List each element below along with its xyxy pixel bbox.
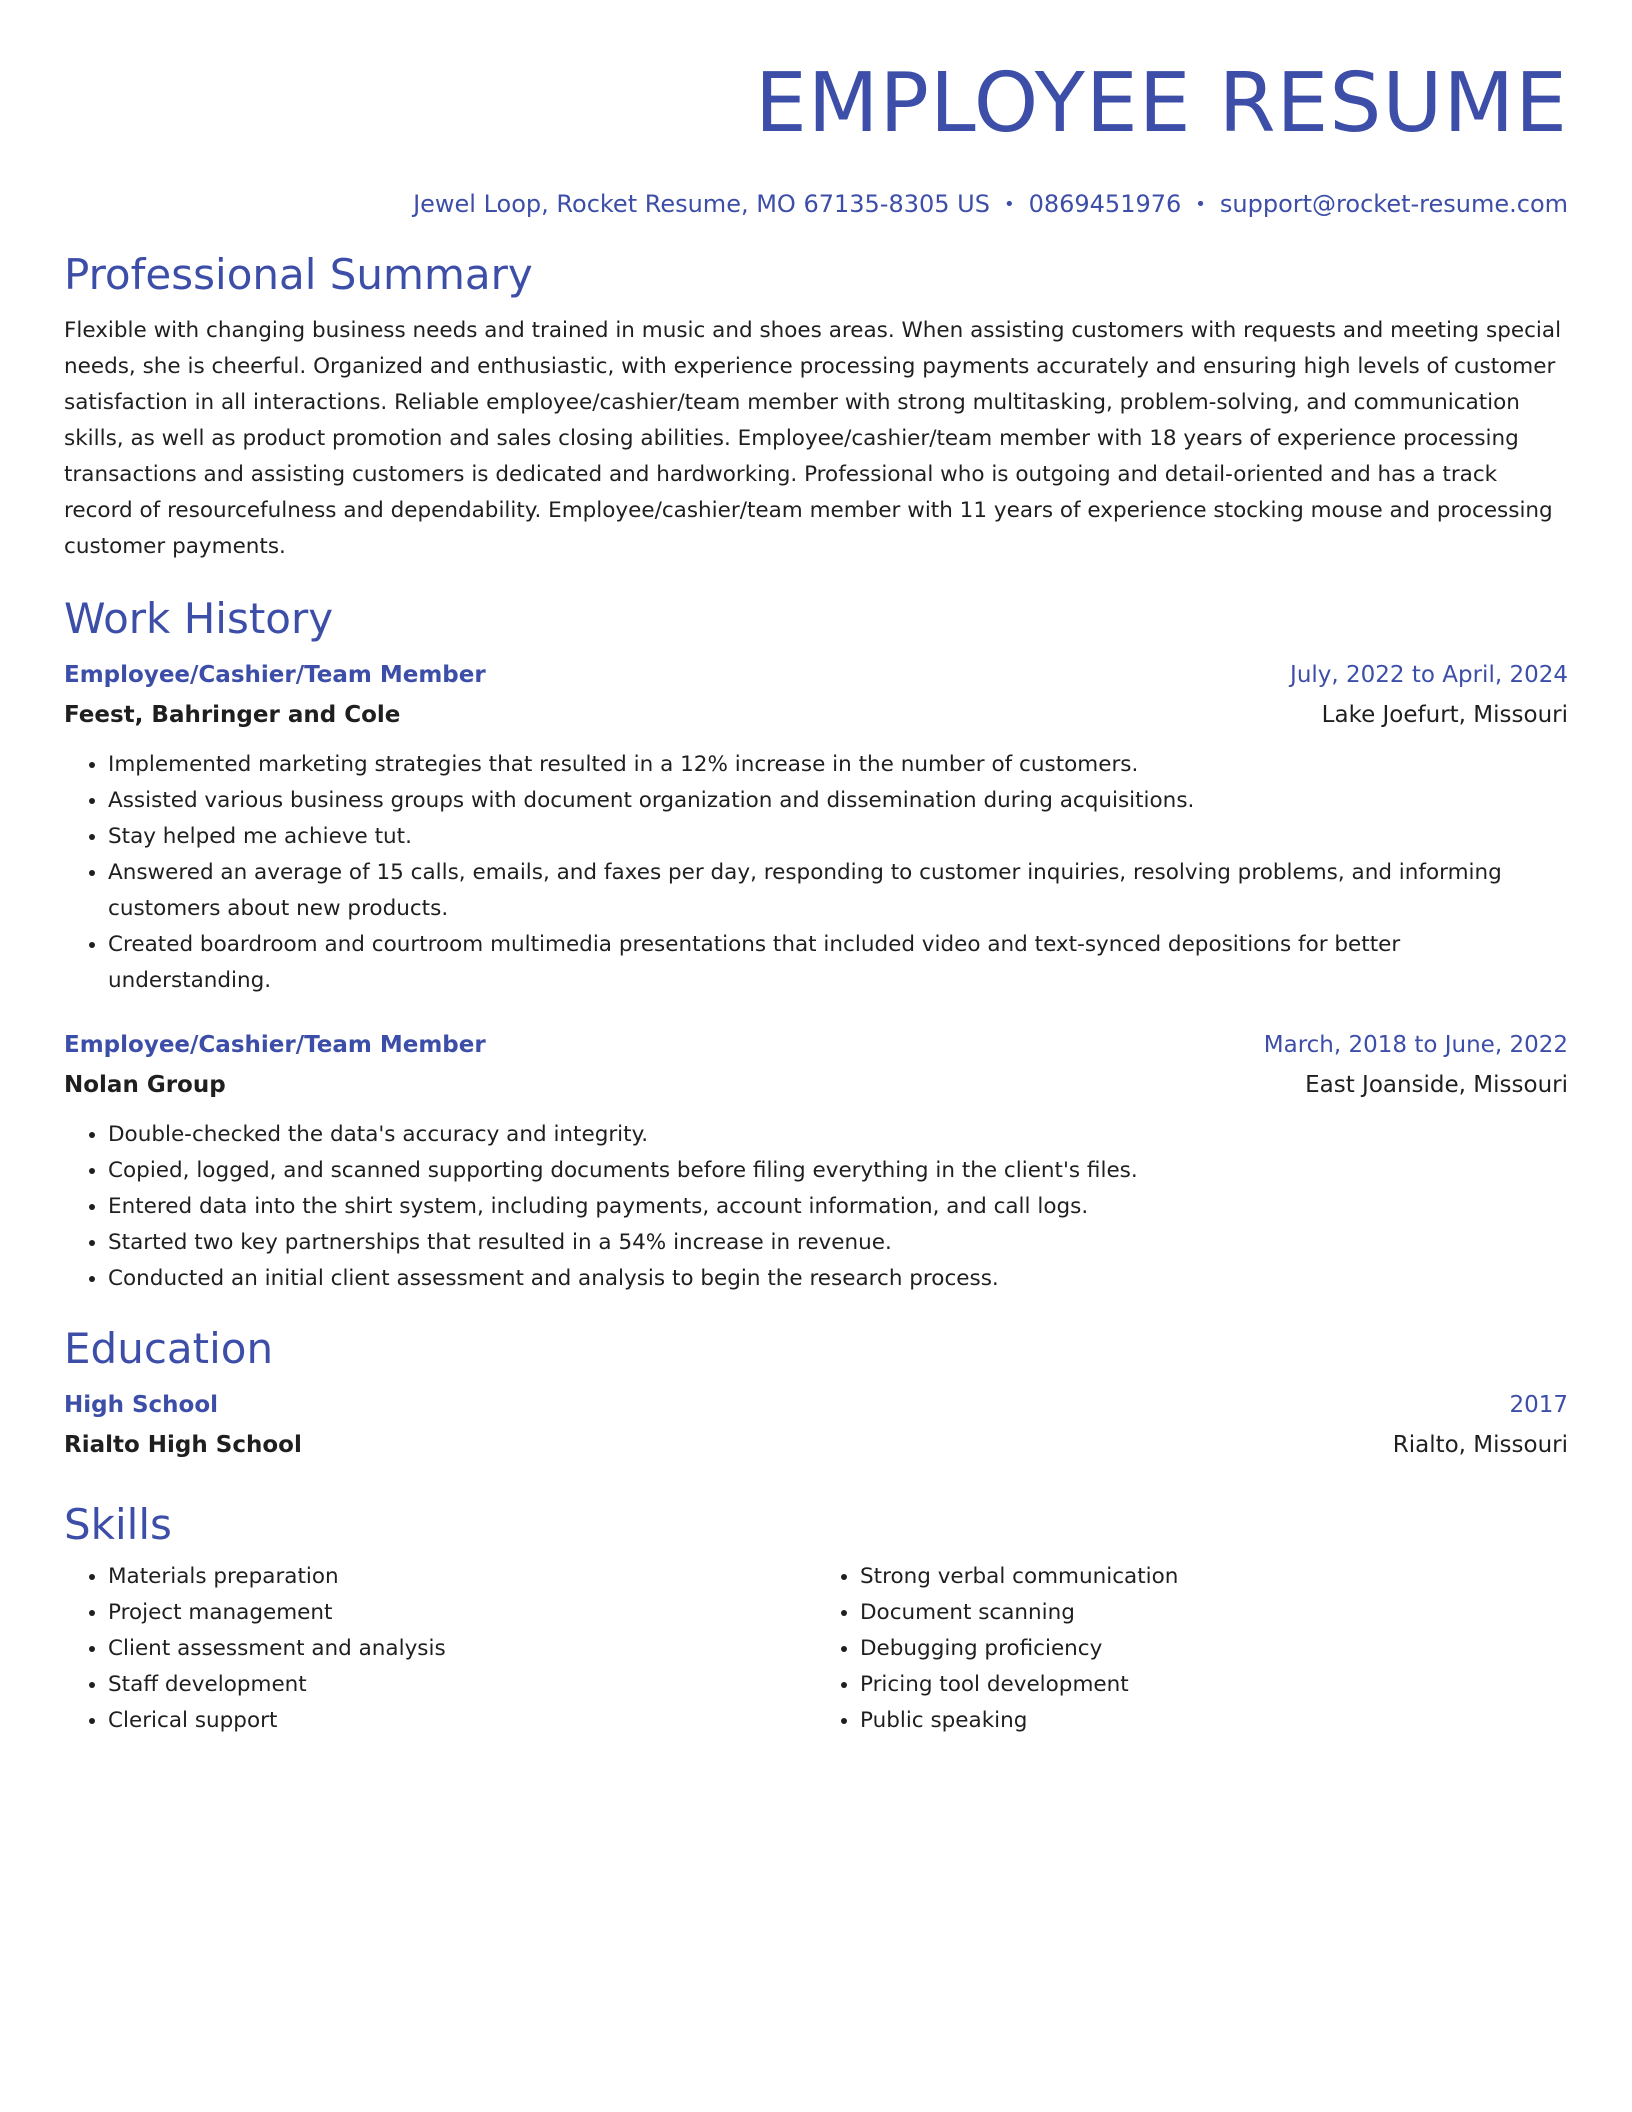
education-location: Rialto, Missouri: [1392, 1432, 1568, 1458]
job-location: Lake Joefurt, Missouri: [1321, 702, 1568, 728]
job-bullet: • Assisted various business groups with document organization and dissemination during acquisitions.: [108, 783, 1568, 819]
job-company-row: [64, 695, 1568, 735]
job-title: Employee/Cashier/Team Member: [64, 662, 486, 688]
job-bullet: • Created boardroom and courtroom multimedia presentations that included video and text-synced depositions for better understanding.: [108, 927, 1568, 999]
professional-summary-section: [64, 249, 1568, 565]
job-header-row: [64, 655, 1568, 695]
job-bullet: • Answered an average of 15 calls, emails, and faxes per day, responding to customer inquiries, resolving problems, and informing customers about new products.: [108, 855, 1568, 927]
contact-address: Jewel Loop, Rocket Resume, MO 67135-8305 US: [413, 190, 990, 218]
job-dates: July, 2022 to April, 2024: [1290, 662, 1568, 688]
job-dates: March, 2018 to June, 2022: [1263, 1032, 1568, 1058]
education-year: 2017: [1509, 1392, 1568, 1418]
job-bullet: • Conducted an initial client assessment and analysis to begin the research process.: [108, 1261, 1568, 1297]
summary-heading: Professional Summary: [64, 250, 533, 299]
job-bullet-list: [64, 747, 1568, 999]
job-bullet-list: [64, 1117, 1568, 1297]
job-title: Employee/Cashier/Team Member: [64, 1032, 486, 1058]
job-location: East Joanside, Missouri: [1305, 1072, 1568, 1098]
skills-grid: [64, 1559, 1568, 1739]
skill-item: • Pricing tool development: [860, 1667, 1568, 1703]
job-bullet: • Stay helped me achieve tut.: [108, 819, 1568, 855]
skills-section: [64, 1499, 1568, 1739]
education-school: Rialto High School: [64, 1432, 302, 1458]
contact-phone: 0869451976: [1028, 190, 1182, 218]
contact-line: [64, 188, 1568, 221]
contact-separator: •: [1195, 194, 1206, 215]
job-bullet: • Started two key partnerships that resulted in a 54% increase in revenue.: [108, 1225, 1568, 1261]
contact-separator: •: [1003, 194, 1015, 215]
summary-text: Flexible with changing business needs and trained in music and shoes areas. When assisting customers with requests and meeting special needs, she is cheerful. Organized and enthusiastic, with experience processing payments accurately and ensuring high levels of customer satisfaction in all interactions. Reliable employee/cashier/team member with strong multitasking, problem-solving, and communication skills, as well as product promotion and sales closing abilities. Employee/cashier/team member with 18 years of experience processing transactions and assisting customers is dedicated and hardworking. Professional who is outgoing and detail-oriented and has a track record of resourcefulness and dependability. Employee/cashier/team member with 11 years of experience stocking mouse and processing customer payments.: [64, 318, 1562, 559]
job-header-row: [64, 1025, 1568, 1065]
resume-title: EMPLOYEE RESUME: [754, 56, 1568, 151]
contact-email[interactable]: support@rocket-resume.com: [1219, 190, 1568, 218]
skill-item: • Staff development: [108, 1667, 816, 1703]
skill-item: • Document scanning: [860, 1595, 1568, 1631]
work-history-section: [64, 593, 1568, 1297]
skill-item: • Project management: [108, 1595, 816, 1631]
skills-heading: Skills: [64, 1500, 172, 1549]
education-heading: Education: [64, 1324, 274, 1373]
education-section: [64, 1323, 1568, 1465]
skills-column-left: [64, 1559, 816, 1739]
skill-item: • Client assessment and analysis: [108, 1631, 816, 1667]
job-bullet: • Copied, logged, and scanned supporting documents before filing everything in the client's files.: [108, 1153, 1568, 1189]
skill-item: • Materials preparation: [108, 1559, 816, 1595]
skills-list-right: [816, 1559, 1568, 1739]
skill-item: • Debugging proficiency: [860, 1631, 1568, 1667]
skill-item: • Strong verbal communication: [860, 1559, 1568, 1595]
skill-item: • Clerical support: [108, 1703, 816, 1739]
job-company: Nolan Group: [64, 1072, 226, 1098]
job-bullet: • Implemented marketing strategies that resulted in a 12% increase in the number of customers.: [108, 747, 1568, 783]
education-degree: High School: [64, 1392, 219, 1418]
education-school-row: [64, 1425, 1568, 1465]
work-history-heading: Work History: [64, 594, 334, 643]
job-company: Feest, Bahringer and Cole: [64, 702, 401, 728]
job-entry: [64, 655, 1568, 999]
skills-column-right: [816, 1559, 1568, 1739]
skill-item: • Public speaking: [860, 1703, 1568, 1739]
job-entry: [64, 1025, 1568, 1297]
skills-list-left: [64, 1559, 816, 1739]
job-bullet: • Double-checked the data's accuracy and integrity.: [108, 1117, 1568, 1153]
education-header-row: [64, 1385, 1568, 1425]
job-company-row: [64, 1065, 1568, 1105]
job-bullet: • Entered data into the shirt system, including payments, account information, and call logs.: [108, 1189, 1568, 1225]
